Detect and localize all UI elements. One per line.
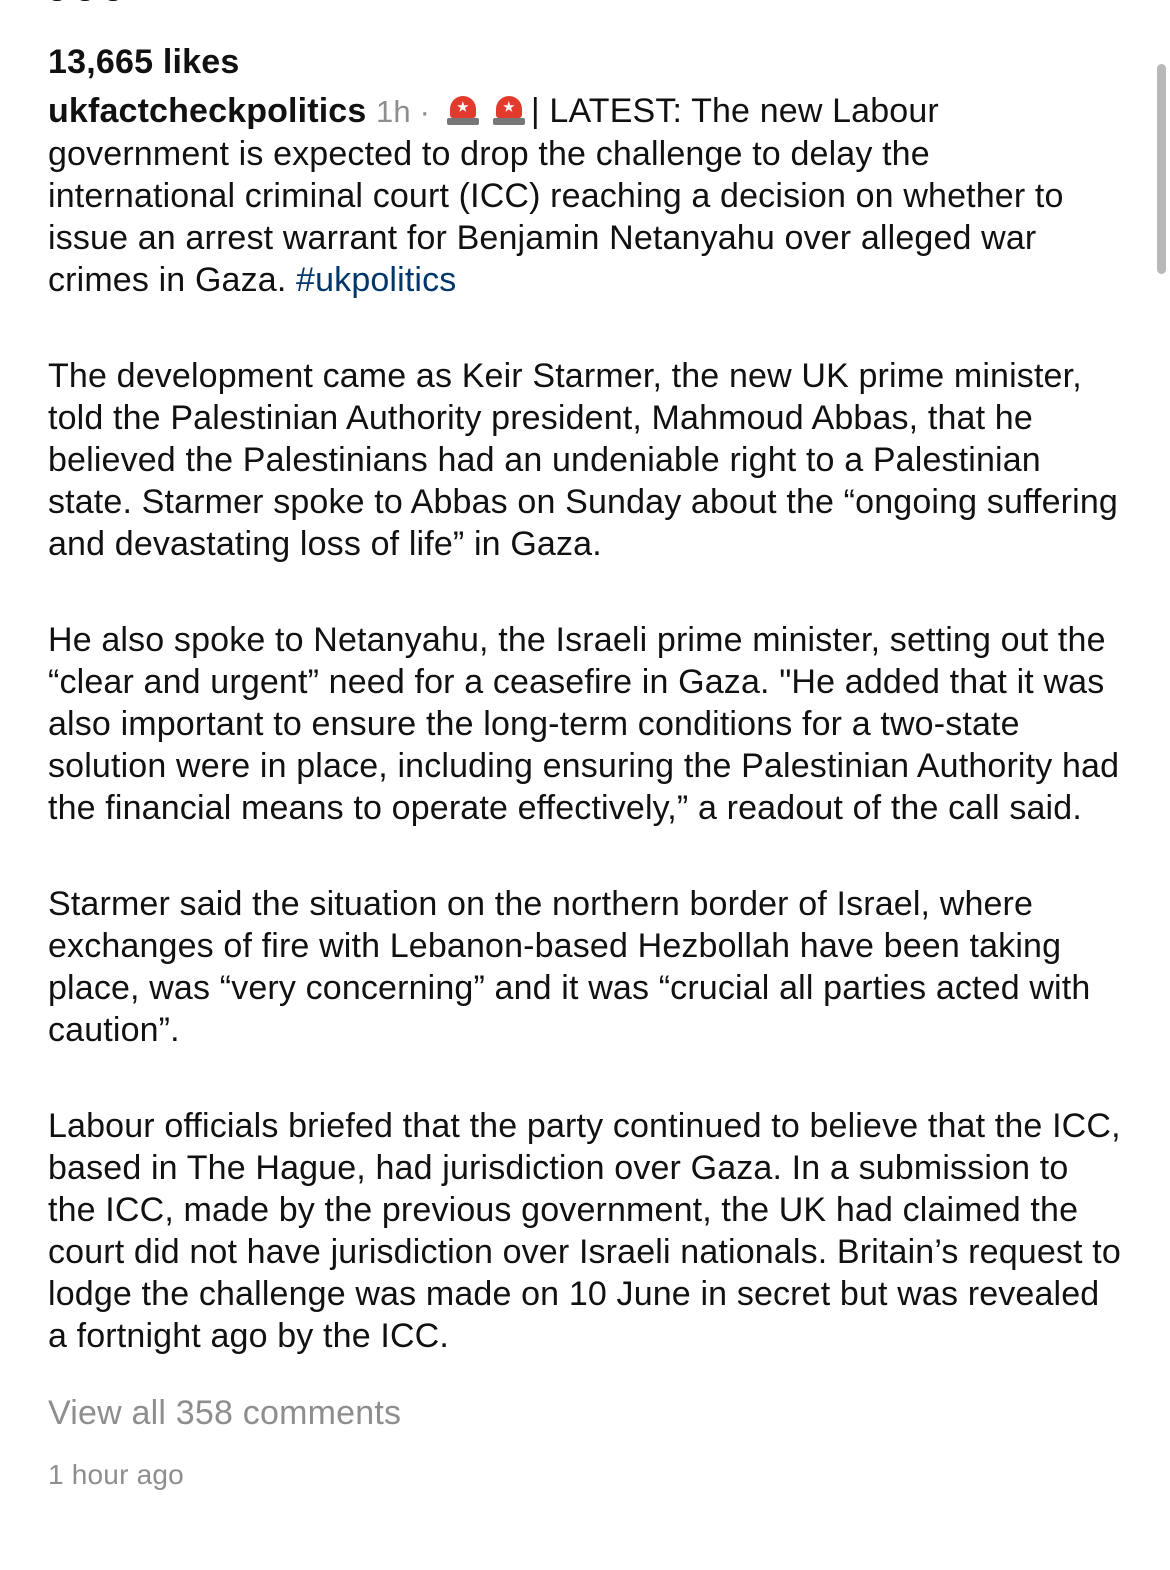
post-timestamp: 1 hour ago (48, 1459, 184, 1490)
post-details (48, 40, 1123, 1493)
caption-text: | LATEST: The new Labour government is expected to drop the challenge to delay the international criminal court (ICC) reaching a decision on whether to issue an arrest warrant for Benjamin Netanyahu over alleged war crimes in Gaza. (48, 92, 1064, 299)
caption-paragraph: Labour officials briefed that the party continued to believe that the ICC, based in The Hague, had jurisdiction over Gaza. In a submission to the ICC, made by the previous government, the UK had claimed the court did not have jurisdiction over Israeli nationals. Britain’s request to lodge the challenge was made on 10 June in secret but was revealed a fortnight ago by the ICC. (48, 1107, 1121, 1355)
hashtag-link[interactable]: #ukpolitics (296, 261, 457, 299)
caption-paragraph: He also spoke to Netanyahu, the Israeli prime minister, setting out the “clear and urgent” need for a ceasefire in Gaza. "He added that it was also important to ensure the long-term conditions for a two-state solution were in place, including ensuring the Palestinian Authority had the financial means to operate effectively,” a readout of the call said. (48, 621, 1120, 827)
cropped-icon (76, 0, 94, 1)
likes-count[interactable]: 13,665 likes (48, 43, 240, 81)
time-separator: · (410, 94, 439, 129)
siren-icon (447, 93, 479, 127)
caption-paragraph: Starmer said the situation on the northern border of Israel, where exchanges of fire with Lebanon-based Hezbollah have been taking place, was “very concerning” and it was “crucial all parties acted with caution”. (48, 885, 1091, 1049)
cropped-icon-row (48, 0, 248, 8)
scrollbar[interactable] (1157, 64, 1166, 274)
caption-paragraph: The development came as Keir Starmer, the new UK prime minister, told the Palestinian Authority president, Mahmoud Abbas, that he believed the Palestinians had an undeniable right to a Palestinian state. Starmer spoke to Abbas on Sunday about the “ongoing suffering and devastating loss of life” in Gaza. (48, 357, 1118, 563)
view-all-comments-link[interactable]: View all 358 comments (48, 1394, 402, 1432)
post-username[interactable]: ukfactcheckpolitics (48, 92, 367, 130)
cropped-icon (48, 0, 66, 1)
siren-icon (493, 93, 525, 127)
cropped-icon (104, 0, 122, 1)
caption (48, 90, 1123, 301)
post-time: 1h (376, 94, 411, 129)
